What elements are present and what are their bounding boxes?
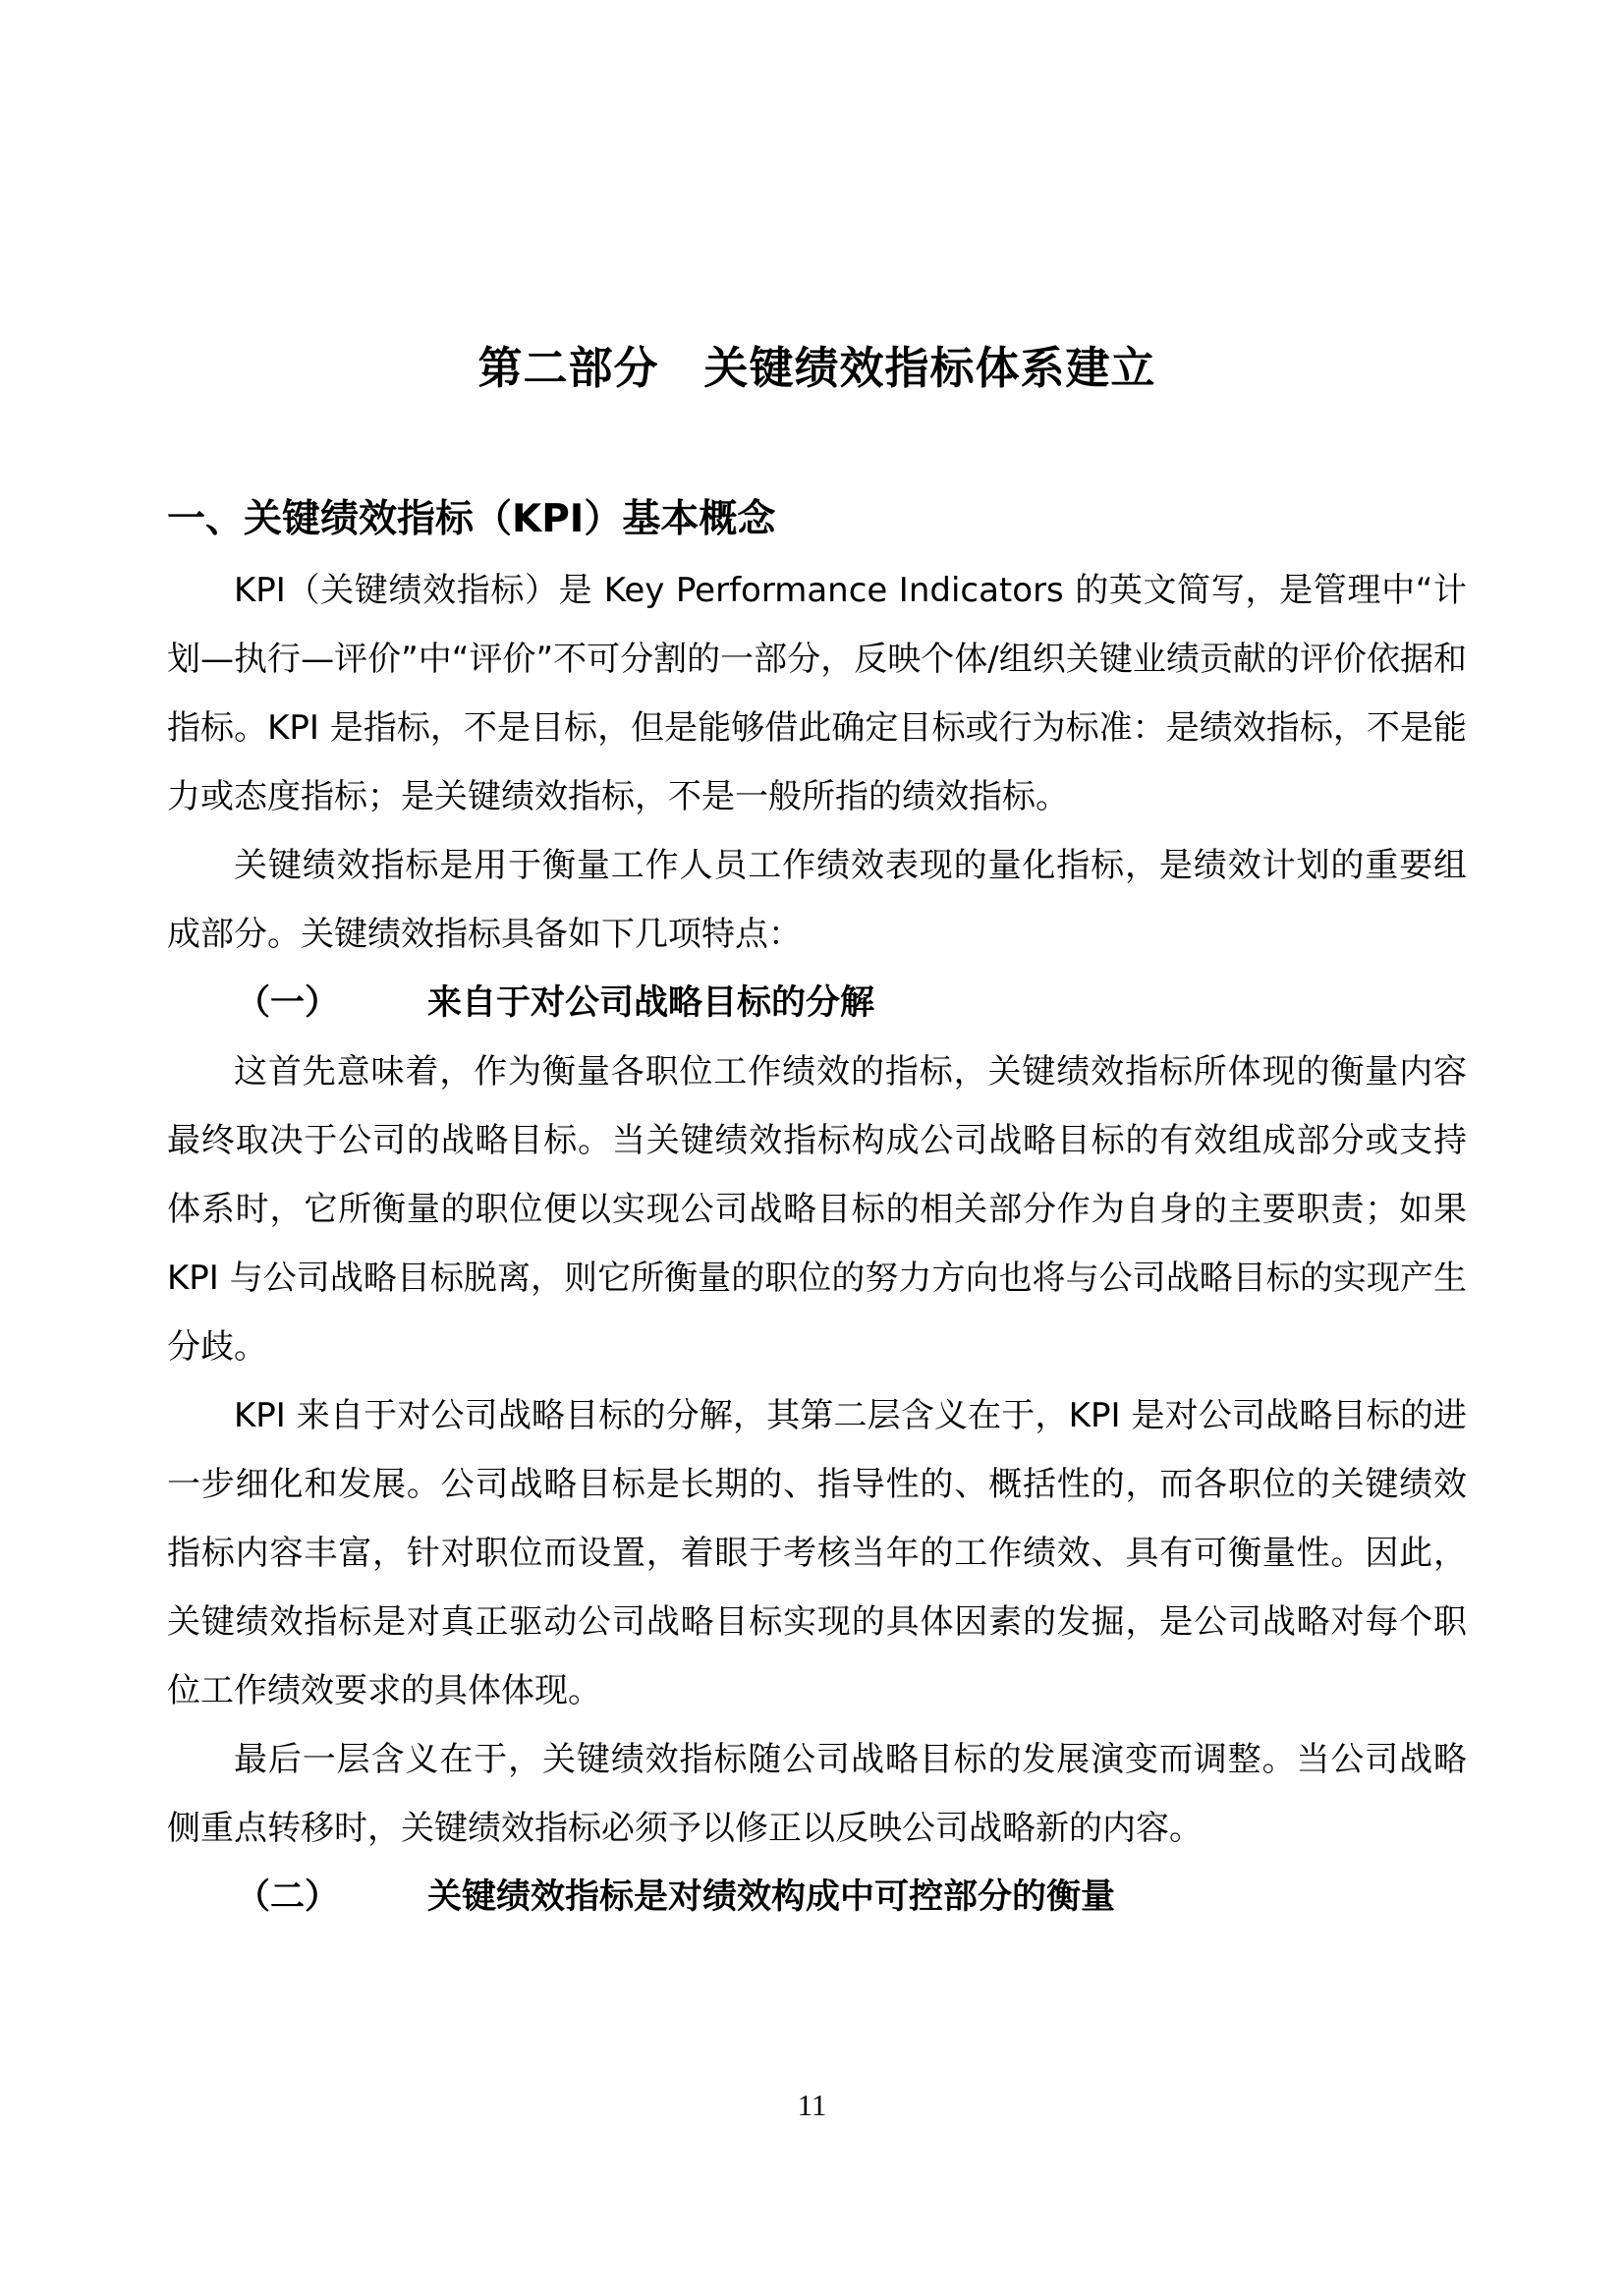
paragraph-kpi-definition: KPI（关键绩效指标）是 Key Performance Indicators 的英文简写，是管理中“计划—执行—评价”中“评价”不可分割的一部分，反映个体/组织关键业绩贡献的评价依据和指标。KPI 是指标，不是目标，但是能够借此确定目标或行为标准：是绩效指标，不是能力或态度指标；是关键绩效指标，不是一般所指的绩效指标。 xyxy=(167,571,1467,817)
subsection-2-number: （二） xyxy=(236,1877,340,1918)
subsection-heading-1 xyxy=(167,969,1467,1037)
page-number: 11 xyxy=(797,2088,827,2122)
paragraph-strategy-decomposition-2: KPI 来自于对公司战略目标的分解，其第二层含义在于，KPI 是对公司战略目标的进一步细化和发展。公司战略目标是长期的、指导性的、概括性的，而各职位的关键绩效指标内容丰富，针对职位而设置，着眼于考核当年的工作绩效、具有可衡量性。因此，关键绩效指标是对真正驱动公司战略目标实现的具体因素的发掘，是公司战略对每个职位工作绩效要求的具体体现。 xyxy=(167,1396,1467,1711)
subsection-1-number: （一） xyxy=(236,983,340,1024)
paragraph-strategy-decomposition-1: 这首先意味着，作为衡量各职位工作绩效的指标，关键绩效指标所体现的衡量内容最终取决于公司的战略目标。当关键绩效指标构成公司战略目标的有效组成部分或支持体系时，它所衡量的职位便以实现公司战略目标的相关部分作为自身的主要职责；如果 KPI 与公司战略目标脱离，则它所衡量的职位的努力方向也将与公司战略目标的实现产生分歧。 xyxy=(167,1052,1467,1368)
paragraph-kpi-features-intro: 关键绩效指标是用于衡量工作人员工作绩效表现的量化指标，是绩效计划的重要组成部分。关键绩效指标具备如下几项特点： xyxy=(167,846,1467,955)
section-heading: 一、关键绩效指标（KPI）基本概念 xyxy=(167,496,776,541)
subsection-1-title: 来自于对公司战略目标的分解 xyxy=(427,983,875,1024)
subsection-heading-2 xyxy=(167,1863,1467,1932)
subsection-2-title: 关键绩效指标是对绩效构成中可控部分的衡量 xyxy=(427,1877,1116,1918)
paragraph-strategy-decomposition-3: 最后一层含义在于，关键绩效指标随公司战略目标的发展演变而调整。当公司战略侧重点转移时，关键绩效指标必须予以修正以反映公司战略新的内容。 xyxy=(167,1740,1467,1849)
document-title: 第二部分 关键绩效指标体系建立 xyxy=(477,342,1156,394)
